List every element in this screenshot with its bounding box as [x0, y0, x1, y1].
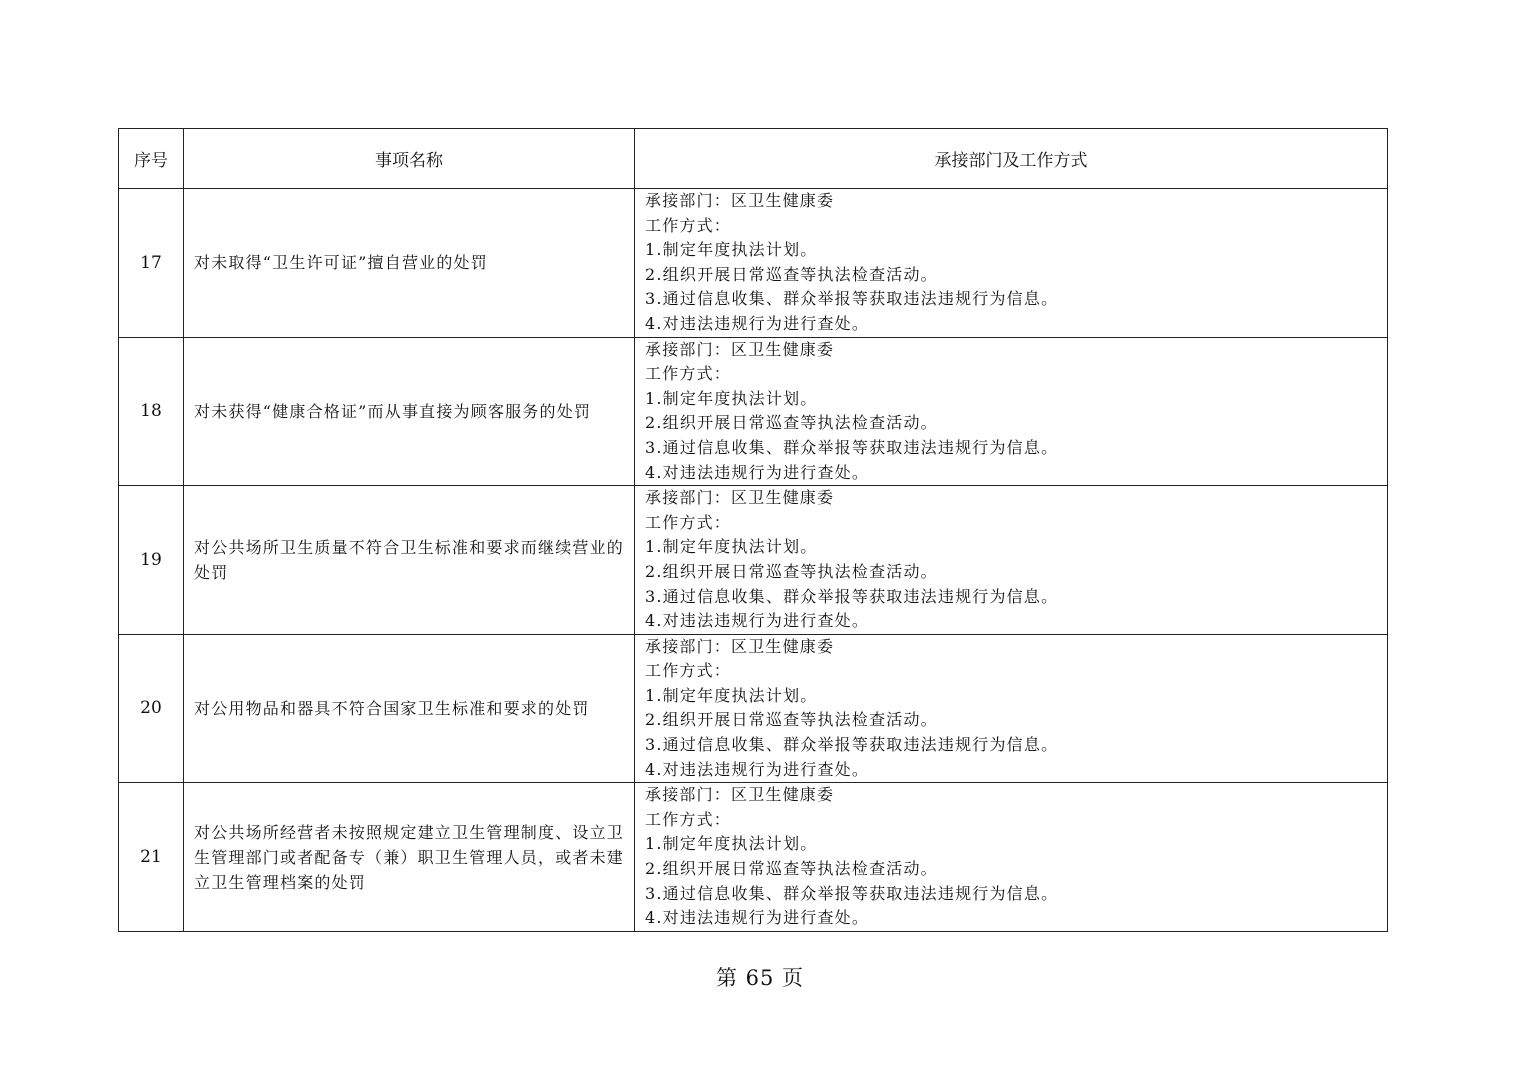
row-item-name: 对公用物品和器具不符合国家卫生标准和要求的处罚 — [184, 634, 635, 783]
dept-line: 承接部门：区卫生健康委 — [645, 339, 835, 359]
dept-line: 1.制定年度执法计划。 — [645, 240, 818, 260]
table-row — [119, 634, 1388, 783]
dept-line: 3.通过信息收集、群众举报等获取违法违规行为信息。 — [645, 735, 1059, 755]
table-row — [119, 783, 1388, 932]
dept-line: 2.组织开展日常巡查等执法检查活动。 — [645, 859, 938, 879]
row-item-name: 对未获得“健康合格证”而从事直接为顾客服务的处罚 — [184, 337, 635, 486]
dept-line: 1.制定年度执法计划。 — [645, 685, 818, 705]
dept-line: 4.对违法违规行为进行查处。 — [645, 908, 870, 928]
row-no: 17 — [119, 189, 184, 338]
dept-line: 3.通过信息收集、群众举报等获取违法违规行为信息。 — [645, 883, 1059, 903]
row-item-name: 对公共场所经营者未按照规定建立卫生管理制度、设立卫生管理部门或者配备专（兼）职卫生管理人员，或者未建立卫生管理档案的处罚 — [184, 783, 635, 932]
dept-line: 2.组织开展日常巡查等执法检查活动。 — [645, 710, 938, 730]
dept-line: 工作方式： — [645, 364, 732, 384]
dept-line: 工作方式： — [645, 809, 732, 829]
table-row — [119, 337, 1388, 486]
dept-line: 2.组织开展日常巡查等执法检查活动。 — [645, 264, 938, 284]
dept-line: 承接部门：区卫生健康委 — [645, 191, 835, 210]
row-no: 20 — [119, 634, 184, 783]
items-table — [118, 128, 1388, 932]
dept-line: 1.制定年度执法计划。 — [645, 537, 818, 557]
dept-line: 3.通过信息收集、群众举报等获取违法违规行为信息。 — [645, 586, 1059, 606]
table-row — [119, 486, 1388, 635]
row-dept-method — [635, 486, 1388, 635]
dept-line: 4.对违法违规行为进行查处。 — [645, 611, 870, 631]
row-item-name: 对未取得“卫生许可证”擅自营业的处罚 — [184, 189, 635, 338]
dept-line: 承接部门：区卫生健康委 — [645, 636, 835, 656]
dept-line: 工作方式： — [645, 215, 732, 235]
dept-line: 1.制定年度执法计划。 — [645, 388, 818, 408]
header-no: 序号 — [119, 129, 184, 189]
row-dept-method — [635, 634, 1388, 783]
table-header-row — [119, 129, 1388, 189]
header-item-name: 事项名称 — [184, 129, 635, 189]
dept-line: 工作方式： — [645, 661, 732, 681]
dept-line: 4.对违法违规行为进行查处。 — [645, 462, 870, 482]
dept-line: 工作方式： — [645, 512, 732, 532]
dept-line: 1.制定年度执法计划。 — [645, 834, 818, 854]
row-no: 19 — [119, 486, 184, 635]
row-no: 18 — [119, 337, 184, 486]
dept-line: 2.组织开展日常巡查等执法检查活动。 — [645, 413, 938, 433]
dept-line: 3.通过信息收集、群众举报等获取违法违规行为信息。 — [645, 437, 1059, 457]
header-dept-method: 承接部门及工作方式 — [635, 129, 1388, 189]
page-number: 第 65 页 — [715, 966, 805, 990]
row-dept-method — [635, 783, 1388, 932]
dept-line: 4.对违法违规行为进行查处。 — [645, 313, 870, 333]
row-dept-method — [635, 189, 1388, 338]
dept-line: 4.对违法违规行为进行查处。 — [645, 759, 870, 779]
dept-line: 承接部门：区卫生健康委 — [645, 488, 835, 508]
dept-line: 3.通过信息收集、群众举报等获取违法违规行为信息。 — [645, 289, 1059, 309]
dept-line: 承接部门：区卫生健康委 — [645, 785, 835, 805]
dept-line: 2.组织开展日常巡查等执法检查活动。 — [645, 561, 938, 581]
row-no: 21 — [119, 783, 184, 932]
table-row — [119, 189, 1388, 338]
row-item-name: 对公共场所卫生质量不符合卫生标准和要求而继续营业的处罚 — [184, 486, 635, 635]
row-dept-method — [635, 337, 1388, 486]
